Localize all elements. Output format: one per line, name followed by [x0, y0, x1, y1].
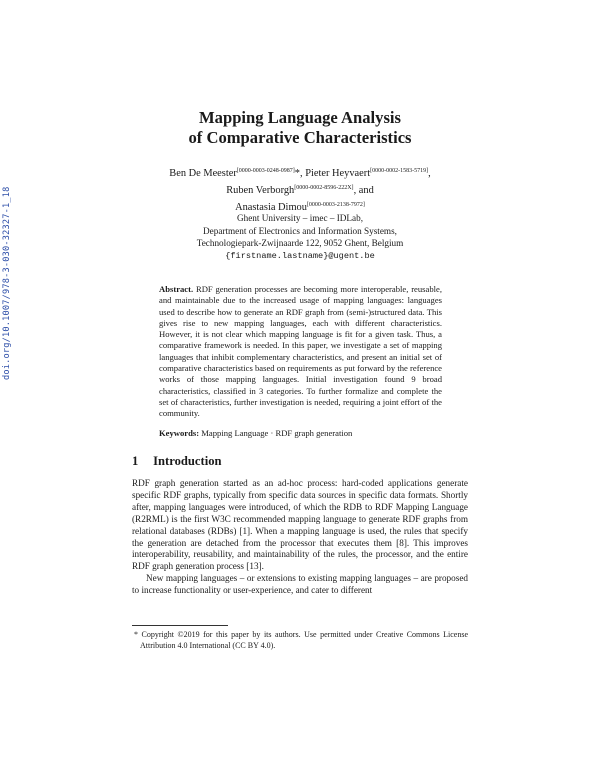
body-text [132, 478, 468, 597]
author-orcid[interactable]: [0000-0003-2138-7972] [306, 202, 365, 208]
author-orcid[interactable]: [0000-0003-0248-0987] [236, 168, 295, 174]
title-line-2: of Comparative Characteristics [188, 128, 412, 147]
author-name: Ruben Verborgh [226, 185, 295, 196]
section-number: 1 [132, 454, 139, 468]
abstract [159, 284, 442, 420]
affiliation-block [130, 212, 470, 262]
author-suffix: , and [353, 185, 374, 196]
body-paragraph: RDF graph generation started as an ad-hoc process: hard-coded applications generate specific RDF graphs, typically from specific data sources in specific data formats. Shortly after, mapping languages were introduced, of which the RDB to RDF Mapping Language (R2RML) is the first W3C recommended mapping language to generate RDF graphs from relational databases (RDBs) [1]. When a mapping language is used, the rules that specify the generation are detached from the processor that executes them [8]. This improves interoperability, reusability, and maintainability of the rules, the processor, and the entire RDF graph generation process [13]. [132, 478, 468, 572]
abstract-text: RDF generation processes are becoming more interoperable, reusable, and maintainable due to the increased usage of mapping languages: languages used to describe how to generate an RDF graph from (semi-)structured data. This gives rise to new mapping languages, each with different characteristics. However, it is not clear which mapping language is fit for a given task. Thus, a comparative framework is needed. In this paper, we investigate a set of mapping languages that inhibit complementary characteristics, and present an initial set of comparative characteristics based on requirements as put forward by the reference works of those mapping languages. Initial investigation found 9 broad characteristics, classified in 3 categories. To further formalize and complete the set of characteristics, further investigation is needed, requiring a joint effort of the community. [159, 284, 442, 419]
paper-title [0, 108, 600, 148]
author-orcid[interactable]: [0000-0002-8596-222X] [294, 185, 354, 191]
affiliation-line: Technologiepark-Zwijnaarde 122, 9052 Ghent, Belgium [196, 238, 404, 248]
section-heading [132, 454, 472, 469]
contact-email[interactable]: {firstname.lastname}@ugent.be [225, 250, 375, 261]
keywords-text: Mapping Language · RDF graph generation [201, 428, 353, 438]
side-doi-identifier[interactable]: doi.org/10.1007/978-3-030-32327-1_18 [2, 186, 12, 380]
affiliation-line: Department of Electronics and Information Systems, [203, 225, 397, 236]
author-list [120, 164, 480, 215]
author-name: Ben De Meester [169, 168, 237, 179]
author-suffix: , [428, 168, 431, 179]
keywords-label: Keywords: [159, 428, 200, 438]
title-line-1: Mapping Language Analysis [199, 108, 401, 127]
abstract-label: Abstract. [159, 284, 194, 294]
body-paragraph: New mapping languages – or extensions to existing mapping languages – are proposed to increase functionality or user-experience, and cater to different [132, 573, 468, 596]
footnote-divider [132, 625, 228, 626]
author-suffix: *, [294, 168, 306, 179]
section-title: Introduction [153, 454, 222, 468]
keywords [159, 428, 442, 439]
copyright-footnote: * Copyright ©2019 for this paper by its authors. Use permitted under Creative Commons License Attribution 4.0 International (CC BY 4.0). [134, 630, 468, 650]
affiliation-line: Ghent University – imec – IDLab, [236, 213, 364, 223]
author-name: Pieter Heyvaert [305, 168, 371, 179]
author-name: Anastasia Dimou [235, 202, 307, 213]
author-line-2 [120, 181, 480, 198]
author-line-1 [120, 164, 480, 181]
author-orcid[interactable]: [0000-0002-1583-5719] [370, 168, 429, 174]
